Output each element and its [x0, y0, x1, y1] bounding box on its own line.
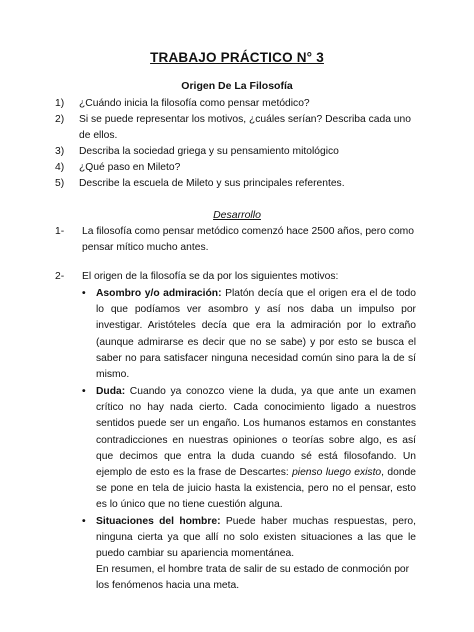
answer-text: La filosofía como pensar metódico comenzó hace 2500 años, pero como pensar mítico mucho antes.: [82, 226, 414, 254]
question-text: Describe la escuela de Mileto y sus principales referentes.: [79, 178, 345, 189]
bullet-italic-quote: pienso luego existo: [292, 467, 382, 479]
answer-number: 2-: [55, 271, 65, 282]
bullet-text-end: , donde se pone en tela de juicio hasta la existencia, pero no el pensar, esto es lo único que no tiene cuestión alguna.: [96, 467, 416, 511]
bullet-situaciones: [82, 514, 416, 563]
bullet-text: Platón decía que el origen era el de todo lo que podíamos ver asombro y así nos daba un impulso por investigar. Aristóteles decía que era la admiración por lo extraño (aunque admirarse es decir que no se sabe) y por esto se busca el saber no para satisfacer ninguna necesidad común sino para la de sí mismo.: [96, 288, 417, 381]
question-number: 2): [55, 114, 65, 125]
bullet-label: Situaciones del hombre:: [96, 516, 221, 527]
page-title: TRABAJO PRÁCTICO N° 3: [150, 50, 324, 65]
bullet-text: Cuando ya conozco viene la duda, ya que ante un examen crítico no hay nada cierto. Cada conocimiento ligado a nuestros sentidos puede ser un engaño. Los humanos estamos en constantes contradicciones en nuestras opiniones o teorías sobre algo, es así que decimos que entra la duda cuando sé está filosofando. Un ejemplo de esto es la frase de Descartes:: [96, 386, 416, 479]
question-number: 3): [55, 146, 65, 157]
question-text: ¿Qué paso en Mileto?: [79, 162, 181, 173]
bullet-label: Duda:: [96, 386, 126, 397]
question-text: ¿Cuándo inicia la filosofía como pensar metódico?: [79, 98, 310, 109]
closing-paragraph: En resumen, el hombre trata de salir de su estado de conmoción por los fenómenos hacia una meta.: [96, 564, 410, 592]
bullet-duda: [82, 384, 416, 514]
answer-1: [55, 224, 430, 256]
question-text: Si se puede representar los motivos, ¿cuáles serían? Describa cada uno de ellos.: [79, 114, 411, 142]
question-number: 5): [55, 178, 65, 189]
question-2: [55, 112, 425, 144]
bullet-text: Puede haber muchas respuestas, pero, ninguna cierta ya que allí no solo existen situaciones a las que le puedo cambiar su apariencia momentánea.: [96, 516, 416, 560]
bullet-dot: •: [82, 288, 86, 299]
question-3: [55, 144, 425, 160]
question-1: [55, 96, 425, 112]
answer-2: [55, 269, 430, 285]
answer-number: 1-: [55, 226, 65, 237]
bullet-dot: •: [82, 386, 86, 397]
question-text: Describa la sociedad griega y su pensamiento mitológico: [79, 146, 339, 157]
question-number: 4): [55, 162, 65, 173]
bullet-label: Asombro y/o admiración:: [96, 288, 222, 299]
answer-text: El origen de la filosofía se da por los siguientes motivos:: [82, 271, 339, 282]
bullet-dot: •: [82, 516, 86, 527]
development-title: Desarrollo: [213, 209, 261, 221]
question-number: 1): [55, 98, 65, 109]
question-5: [55, 176, 425, 192]
bullet-asombro: [82, 286, 417, 383]
page-subtitle: Origen De La Filosofía: [181, 80, 293, 92]
question-4: [55, 160, 425, 176]
